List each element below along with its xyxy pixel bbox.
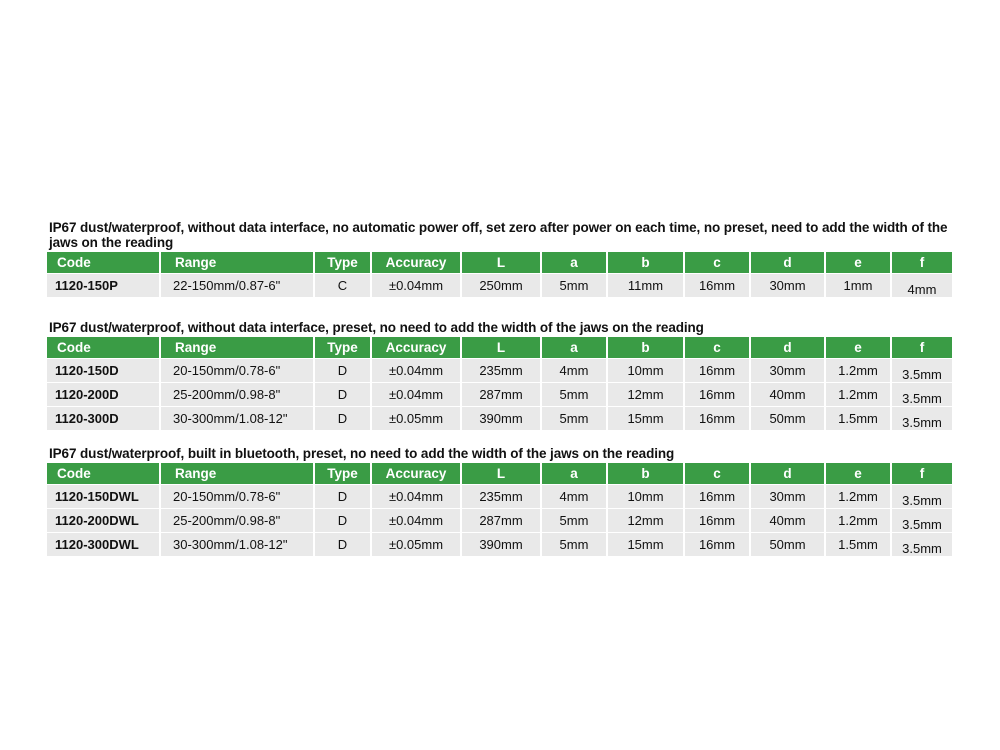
col-header-code: Code — [47, 252, 161, 273]
cell-c: 16mm — [685, 406, 751, 430]
cell-type: D — [315, 406, 372, 430]
spec-section-3 — [47, 446, 952, 556]
cell-accuracy: ±0.04mm — [372, 508, 462, 532]
col-header-range: Range — [161, 337, 315, 358]
cell-range: 25-200mm/0.98-8" — [161, 508, 315, 532]
cell-e: 1.5mm — [826, 406, 892, 430]
cell-b: 10mm — [608, 358, 685, 382]
cell-f: 3.5mm — [892, 406, 952, 430]
table-row — [47, 382, 952, 406]
col-header-e: e — [826, 252, 892, 273]
cell-e: 1.2mm — [826, 358, 892, 382]
col-header-a: a — [542, 463, 608, 484]
cell-e: 1.2mm — [826, 508, 892, 532]
cell-l: 390mm — [462, 406, 542, 430]
cell-type: D — [315, 484, 372, 508]
cell-c: 16mm — [685, 532, 751, 556]
cell-type: C — [315, 273, 372, 297]
spec-table — [47, 463, 952, 556]
cell-c: 16mm — [685, 382, 751, 406]
cell-b: 12mm — [608, 508, 685, 532]
table-row — [47, 532, 952, 556]
col-header-b: b — [608, 337, 685, 358]
col-header-f: f — [892, 337, 952, 358]
cell-f: 3.5mm — [892, 382, 952, 406]
col-header-range: Range — [161, 463, 315, 484]
table-row — [47, 358, 952, 382]
cell-f: 3.5mm — [892, 532, 952, 556]
cell-accuracy: ±0.04mm — [372, 358, 462, 382]
header-row — [47, 337, 952, 358]
col-header-type: Type — [315, 252, 372, 273]
cell-e: 1.5mm — [826, 532, 892, 556]
col-header-l: L — [462, 337, 542, 358]
col-header-c: c — [685, 463, 751, 484]
cell-code: 1120-300D — [47, 406, 161, 430]
cell-a: 4mm — [542, 484, 608, 508]
cell-b: 15mm — [608, 406, 685, 430]
col-header-b: b — [608, 463, 685, 484]
cell-a: 5mm — [542, 532, 608, 556]
cell-d: 50mm — [751, 406, 826, 430]
cell-l: 287mm — [462, 508, 542, 532]
cell-d: 30mm — [751, 484, 826, 508]
col-header-d: d — [751, 252, 826, 273]
cell-accuracy: ±0.05mm — [372, 406, 462, 430]
cell-code: 1120-200D — [47, 382, 161, 406]
cell-type: D — [315, 508, 372, 532]
cell-code: 1120-150P — [47, 273, 161, 297]
cell-b: 10mm — [608, 484, 685, 508]
col-header-c: c — [685, 252, 751, 273]
cell-f: 3.5mm — [892, 358, 952, 382]
cell-type: D — [315, 532, 372, 556]
cell-e: 1mm — [826, 273, 892, 297]
cell-l: 287mm — [462, 382, 542, 406]
header-row — [47, 463, 952, 484]
cell-a: 5mm — [542, 508, 608, 532]
cell-code: 1120-150DWL — [47, 484, 161, 508]
cell-l: 250mm — [462, 273, 542, 297]
cell-accuracy: ±0.04mm — [372, 382, 462, 406]
cell-a: 4mm — [542, 358, 608, 382]
cell-code: 1120-200DWL — [47, 508, 161, 532]
cell-accuracy: ±0.05mm — [372, 532, 462, 556]
spec-table — [47, 337, 952, 430]
col-header-accuracy: Accuracy — [372, 252, 462, 273]
cell-code: 1120-300DWL — [47, 532, 161, 556]
spec-table — [47, 252, 952, 297]
cell-d: 40mm — [751, 382, 826, 406]
cell-code: 1120-150D — [47, 358, 161, 382]
col-header-type: Type — [315, 337, 372, 358]
cell-range: 30-300mm/1.08-12" — [161, 406, 315, 430]
col-header-accuracy: Accuracy — [372, 463, 462, 484]
section-description: IP67 dust/waterproof, built in bluetooth, preset, no need to add the width of the jaws on the reading — [49, 446, 675, 461]
cell-a: 5mm — [542, 273, 608, 297]
cell-a: 5mm — [542, 382, 608, 406]
col-header-f: f — [892, 252, 952, 273]
cell-b: 11mm — [608, 273, 685, 297]
header-row — [47, 252, 952, 273]
spec-section-2 — [47, 320, 952, 430]
cell-f: 4mm — [892, 273, 952, 297]
cell-l: 235mm — [462, 484, 542, 508]
cell-c: 16mm — [685, 358, 751, 382]
cell-d: 30mm — [751, 358, 826, 382]
cell-f: 3.5mm — [892, 484, 952, 508]
col-header-a: a — [542, 337, 608, 358]
cell-range: 25-200mm/0.98-8" — [161, 382, 315, 406]
cell-range: 22-150mm/0.87-6" — [161, 273, 315, 297]
col-header-l: L — [462, 463, 542, 484]
cell-c: 16mm — [685, 273, 751, 297]
col-header-e: e — [826, 337, 892, 358]
cell-a: 5mm — [542, 406, 608, 430]
cell-f: 3.5mm — [892, 508, 952, 532]
table-row — [47, 484, 952, 508]
cell-l: 235mm — [462, 358, 542, 382]
cell-b: 15mm — [608, 532, 685, 556]
cell-c: 16mm — [685, 484, 751, 508]
cell-range: 20-150mm/0.78-6" — [161, 484, 315, 508]
col-header-accuracy: Accuracy — [372, 337, 462, 358]
col-header-range: Range — [161, 252, 315, 273]
table-row — [47, 406, 952, 430]
col-header-d: d — [751, 337, 826, 358]
spec-section-1 — [47, 220, 952, 297]
col-header-l: L — [462, 252, 542, 273]
cell-b: 12mm — [608, 382, 685, 406]
col-header-b: b — [608, 252, 685, 273]
col-header-c: c — [685, 337, 751, 358]
cell-d: 30mm — [751, 273, 826, 297]
cell-l: 390mm — [462, 532, 542, 556]
cell-e: 1.2mm — [826, 484, 892, 508]
section-description: IP67 dust/waterproof, without data interface, no automatic power off, set zero after power on each time, no preset, need to add the width of the jaws on the reading — [49, 220, 948, 250]
col-header-d: d — [751, 463, 826, 484]
col-header-f: f — [892, 463, 952, 484]
table-row — [47, 508, 952, 532]
cell-range: 20-150mm/0.78-6" — [161, 358, 315, 382]
col-header-code: Code — [47, 463, 161, 484]
cell-d: 50mm — [751, 532, 826, 556]
table-row — [47, 273, 952, 297]
col-header-e: e — [826, 463, 892, 484]
col-header-a: a — [542, 252, 608, 273]
cell-type: D — [315, 382, 372, 406]
cell-accuracy: ±0.04mm — [372, 273, 462, 297]
cell-e: 1.2mm — [826, 382, 892, 406]
cell-d: 40mm — [751, 508, 826, 532]
col-header-type: Type — [315, 463, 372, 484]
cell-range: 30-300mm/1.08-12" — [161, 532, 315, 556]
cell-type: D — [315, 358, 372, 382]
section-description: IP67 dust/waterproof, without data interface, preset, no need to add the width of the jaws on the reading — [49, 320, 704, 335]
col-header-code: Code — [47, 337, 161, 358]
cell-c: 16mm — [685, 508, 751, 532]
cell-accuracy: ±0.04mm — [372, 484, 462, 508]
